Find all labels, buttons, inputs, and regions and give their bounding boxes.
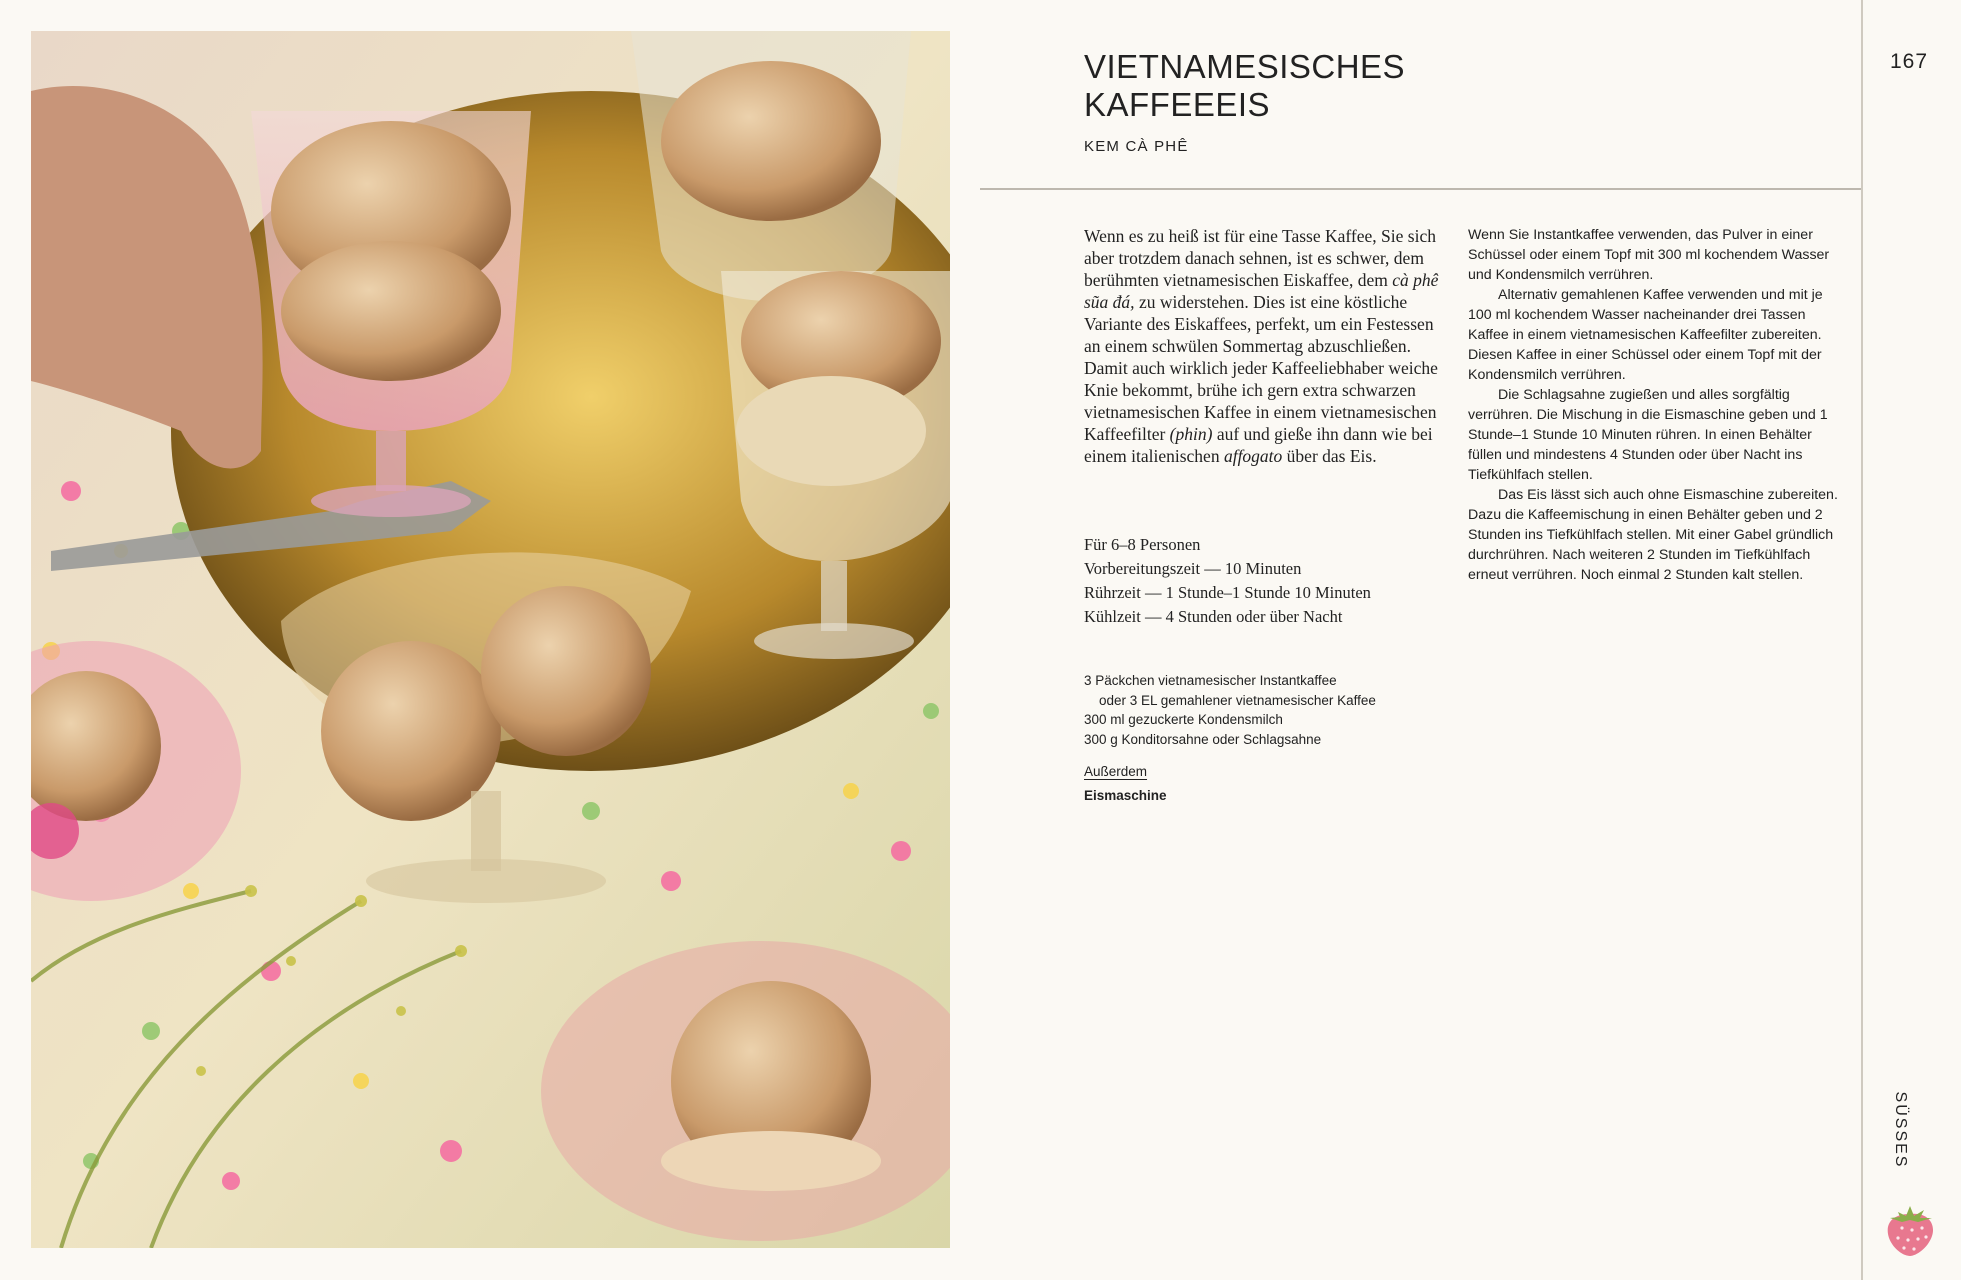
page-number: 167: [1890, 50, 1929, 73]
intro-text-3: auf und gieße ihn dann wie bei einem italienischen: [1084, 424, 1433, 466]
strawberry-icon: [1882, 1198, 1938, 1258]
ingredient-item: 300 g Konditorsahne oder Schlagsahne: [1084, 731, 1322, 747]
ingredient-list: [1084, 671, 1464, 749]
recipe-intro: [1084, 225, 1454, 467]
page-edge-divider: [1861, 0, 1863, 1280]
recipe-photo: [31, 31, 950, 1248]
ingredient-item: oder 3 EL gemahlener vietnamesischer Kaffee: [1099, 692, 1376, 708]
ingredient-item: 3 Päckchen vietnamesischer Instantkaffee: [1084, 673, 1337, 688]
method-paragraph: Die Schlagsahne zugießen und alles sorgfältig verrühren. Die Mischung in die Eismaschine geben und 1 Stunde–1 Stunde 10 Minuten rühren. In einen Behälter füllen und mindestens 4 Stunden oder über Nacht ins Tiefkühlfach stellen.: [1468, 387, 1828, 483]
ice-cream-photo-illustration: [31, 31, 950, 1248]
section-label: SÜSSES: [1892, 1091, 1909, 1169]
prep-time: Vorbereitungszeit — 10 Minuten: [1084, 559, 1302, 578]
intro-italic-2: (phin): [1169, 424, 1213, 444]
recipe-meta: [1084, 533, 1454, 629]
extras-heading: Außerdem: [1084, 764, 1148, 779]
intro-text-1: Wenn es zu heiß ist für eine Tasse Kaffee, Sie sich aber trotzdem danach sehnen, ist es schwer, dem berühmten vietnamesischen Eiskaffee, dem: [1084, 226, 1436, 290]
intro-text-4: über das Eis.: [1282, 446, 1377, 466]
extras-item: Eismaschine: [1084, 788, 1167, 803]
method-paragraph: Alternativ gemahlenen Kaffee verwenden und mit je 100 ml kochendem Wasser nacheinander drei Tassen Kaffee in einem vietnamesischen Kaffeefilter zubereiten. Diesen Kaffee in einer Schüssel oder einem Topf mit der Kondensmilch verrühren.: [1468, 287, 1823, 383]
section-tab: [1880, 1090, 1920, 1170]
recipe-method: [1468, 225, 1838, 585]
stir-time: Rührzeit — 1 Stunde–1 Stunde 10 Minuten: [1084, 583, 1371, 602]
intro-text-2: zu widerstehen. Dies ist eine köstliche Variante des Eiskaffees, perfekt, um ein Festessen an einem schwülen Sommertag abzuschließen. Damit auch wirklich jeder Kaffeeliebhaber weiche Knie bekommt, brühe ich gern extra schwarzen vietnamesischen Kaffee in einem vietnamesischen Kaffeefilter: [1084, 292, 1438, 444]
method-paragraph: Wenn Sie Instantkaffee verwenden, das Pulver in einer Schüssel oder einem Topf mit 300 ml kochendem Wasser und Kondensmilch verrühren.: [1468, 227, 1830, 283]
chill-time: Kühlzeit — 4 Stunden oder über Nacht: [1084, 607, 1343, 626]
recipe-title-line-2: KAFFEEEIS: [1084, 86, 1271, 123]
method-paragraph: Das Eis lässt sich auch ohne Eismaschine zubereiten. Dazu die Kaffeemischung in einen Behälter geben und 2 Stunden ins Tiefkühlfach stellen. Mit einer Gabel gründlich durchrühren. Nach weiteren 2 Stunden im Tiefkühlfach erneut verrühren. Noch einmal 2 Stunden kalt stellen.: [1468, 487, 1838, 583]
intro-italic-3: affogato: [1223, 446, 1283, 466]
recipe-title: [1084, 48, 1644, 124]
recipe-title-line-1: VIETNAMESISCHES: [1084, 48, 1406, 85]
intro-italic-1: cà phê sũa đá,: [1084, 270, 1439, 312]
title-divider: [980, 188, 1861, 190]
servings: Für 6–8 Personen: [1084, 535, 1201, 554]
recipe-subtitle: KEM CÀ PHÊ: [1084, 138, 1189, 155]
ingredient-item: 300 ml gezuckerte Kondensmilch: [1084, 712, 1283, 727]
